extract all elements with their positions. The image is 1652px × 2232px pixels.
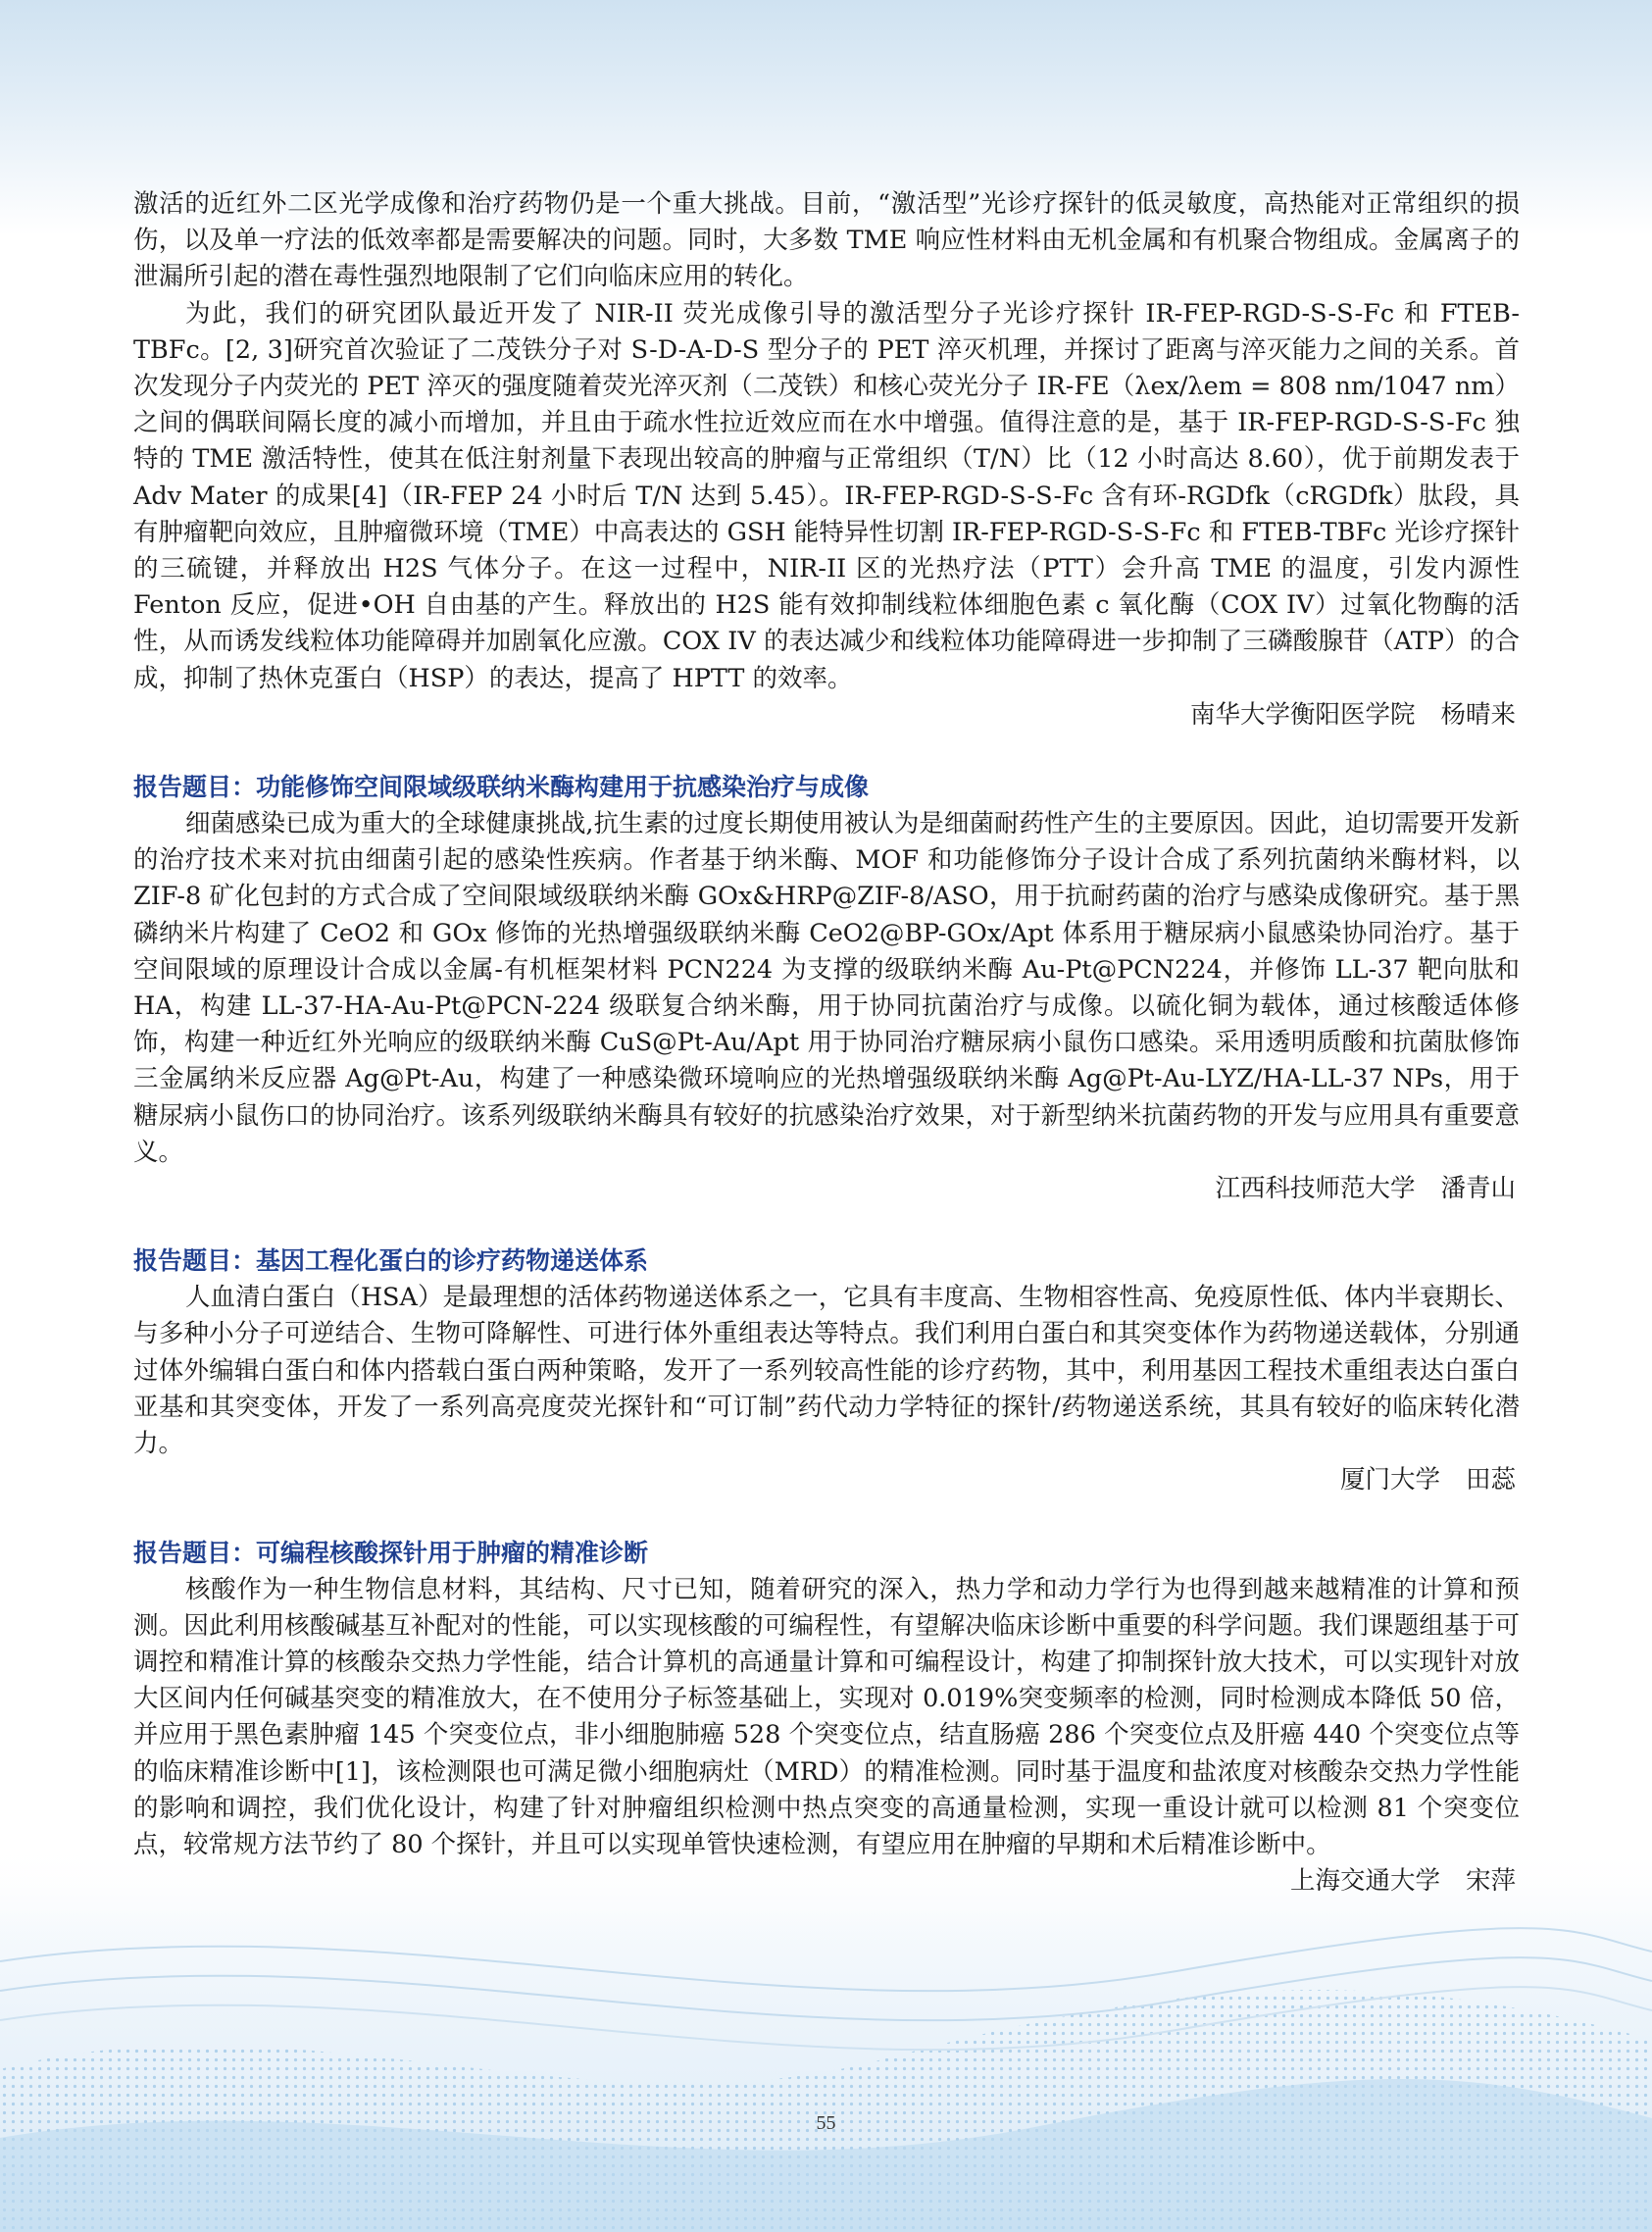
intro-paragraph-1: 激活的近红外二区光学成像和治疗药物仍是一个重大挑战。目前，“激活型”光诊疗探针的低灵敏度，高热能对正常组织的损伤，以及单一疗法的低效率都是需要解决的问题。同时，大多数 TME 响应性材料由无机金属和有机聚合物组成。金属离子的泄漏所引起的潜在毒性强烈地限制了它们向临床应用的转化。 [133,189,1520,292]
author: 宋萍 [1465,1866,1516,1897]
page-number: 55 [816,2112,836,2134]
main-content [133,186,1520,1935]
report-section [133,769,1520,1207]
report-affiliation [133,1863,1520,1900]
report-title: 报告题目：基因工程化蛋白的诊疗药物递送体系 [133,1246,649,1276]
report-body: 细菌感染已成为重大的全球健康挑战,抗生素的过度长期使用被认为是细菌耐药性产生的主要原因。因此，迫切需要开发新的治疗技术来对抗由细菌引起的感染性疾病。作者基于纳米酶、MOF 和功能修饰分子设计合成了系列抗菌纳米酶材料，以 ZIF-8 矿化包封的方式合成了空间限域级联纳米酶 GOx&HRP@ZIF-8/ASO，用于抗耐药菌的治疗与感染成像研究。基于黑磷纳米片构建了 CeO2 和 GOx 修饰的光热增强级联纳米酶 CeO2@BP-GOx/Apt 体系用于糖尿病小鼠感染协同治疗。基于空间限域的原理设计合成以金属-有机框架材料 PCN224 为支撑的级联纳米酶 Au-Pt@PCN224，并修饰 LL-37 靶向肽和 HA，构建 LL-37-HA-Au-Pt@PCN-224 级联复合纳米酶，用于协同抗菌治疗与成像。以硫化铜为载体，通过核酸适体修饰，构建一种近红外光响应的级联纳米酶 CuS@Pt-Au/Apt 用于协同治疗糖尿病小鼠伤口感染。采用透明质酸和抗菌肽修饰三金属纳米反应器 Ag@Pt-Au，构建了一种感染微环境响应的光热增强级联纳米酶 Ag@Pt-Au-LYZ/HA-LL-37 NPs，用于糖尿病小鼠伤口的协同治疗。该系列级联纳米酶具有较好的抗感染治疗效果，对于新型纳米抗菌药物的开发与应用具有重要意义。 [133,809,1520,1167]
intro-section [133,186,1520,734]
report-affiliation [133,1171,1520,1207]
author: 潘青山 [1440,1174,1516,1204]
author: 杨晴来 [1440,699,1516,730]
report-body: 核酸作为一种生物信息材料，其结构、尺寸已知，随着研究的深入，热力学和动力学行为也得到越来越精准的计算和预测。因此利用核酸碱基互补配对的性能，可以实现核酸的可编程性，有望解决临床诊断中重要的科学问题。我们课题组基于可调控和精准计算的核酸杂交热力学性能，结合计算机的高通量计算和可编程设计，构建了抑制探针放大技术，可以实现针对放大区间内任何碱基突变的精准放大，在不使用分子标签基础上，实现对 0.019%突变频率的检测，同时检测成本降低 50 倍，并应用于黑色素肿瘤 145 个突变位点，非小细胞肺癌 528 个突变位点，结直肠癌 286 个突变位点及肝癌 440 个突变位点等的临床精准诊断中[1]，该检测限也可满足微小细胞病灶（MRD）的精准检测。同时基于温度和盐浓度对核酸杂交热力学性能的影响和调控，我们优化设计，构建了针对肿瘤组织检测中热点突变的高通量检测，实现一重设计就可以检测 81 个突变位点，较常规方法节约了 80 个探针，并且可以实现单管快速检测，有望应用在肿瘤的早期和术后精准诊断中。 [133,1574,1520,1859]
intro-paragraph-2: 为此，我们的研究团队最近开发了 NIR-II 荧光成像引导的激活型分子光诊疗探针 IR-FEP-RGD-S-S-Fc 和 FTEB-TBFc。[2, 3]研究首次验证了二茂铁分子对 S-D-A-D-S 型分子的 PET 淬灭机理，并探讨了距离与淬灭能力之间的关系。首次发现分子内荧光的 PET 淬灭的强度随着荧光淬灭剂（二茂铁）和核心荧光分子 IR-FE（λex/λem = 808 nm/1047 nm）之间的偶联间隔长度的减小而增加，并且由于疏水性拉近效应而在水中增强。值得注意的是，基于 IR-FEP-RGD-S-S-Fc 独特的 TME 激活特性，使其在低注射剂量下表现出较高的肿瘤与正常组织（T/N）比（12 小时高达 8.60），优于前期发表于 Adv Mater 的成果[4]（IR-FEP 24 小时后 T/N 达到 5.45）。IR-FEP-RGD-S-S-Fc 含有环-RGDfk（cRGDfk）肽段，具有肿瘤靶向效应，且肿瘤微环境（TME）中高表达的 GSH 能特异性切割 IR-FEP-RGD-S-S-Fc 和 FTEB-TBFc 光诊疗探针的三硫键，并释放出 H2S 气体分子。在这一过程中，NIR-II 区的光热疗法（PTT）会升高 TME 的温度，引发内源性 Fenton 反应，促进•OH 自由基的产生。释放出的 H2S 能有效抑制线粒体细胞色素 c 氧化酶（COX IV）过氧化物酶的活性，从而诱发线粒体功能障碍并加剧氧化应激。COX IV 的表达减少和线粒体功能障碍进一步抑制了三磷酸腺苷（ATP）的合成，抑制了热休克蛋白（HSP）的表达，提高了 HPTT 的效率。 [133,298,1520,693]
report-title: 报告题目：功能修饰空间限域级联纳米酶构建用于抗感染治疗与成像 [133,773,870,802]
institution: 南华大学衡阳医学院 [1189,699,1416,730]
report-section [133,1243,1520,1498]
report-title: 报告题目：可编程核酸探针用于肿瘤的精准诊断 [133,1538,649,1567]
intro-affiliation [133,697,1520,734]
report-affiliation [133,1462,1520,1498]
report-section [133,1535,1520,1901]
institution: 江西科技师范大学 [1215,1174,1416,1204]
institution: 厦门大学 [1339,1465,1440,1496]
institution: 上海交通大学 [1289,1866,1440,1897]
author: 田蕊 [1465,1465,1516,1496]
report-body: 人血清白蛋白（HSA）是最理想的活体药物递送体系之一，它具有丰度高、生物相容性高、免疫原性低、体内半衰期长、与多种小分子可逆结合、生物可降解性、可进行体外重组表达等特点。我们利用白蛋白和其突变体作为药物递送载体，分别通过体外编辑白蛋白和体内搭载白蛋白两种策略，发开了一系列较高性能的诊疗药物，其中，利用基因工程技术重组表达白蛋白亚基和其突变体，开发了一系列高亮度荧光探针和“可订制”药代动力学特征的探针/药物递送系统，其具有较好的临床转化潜力。 [133,1283,1520,1459]
